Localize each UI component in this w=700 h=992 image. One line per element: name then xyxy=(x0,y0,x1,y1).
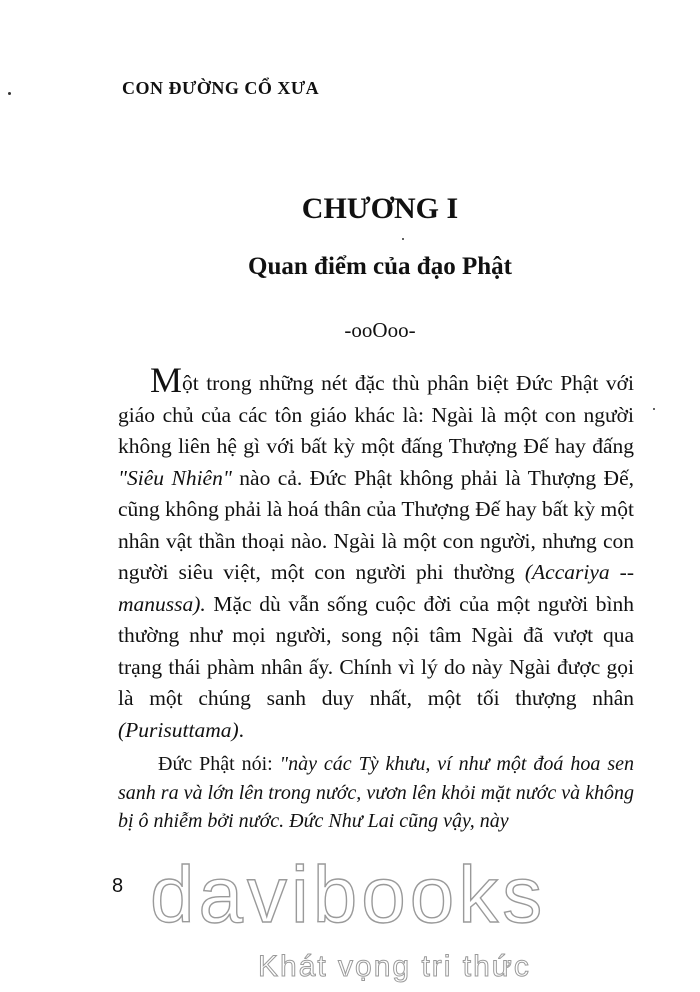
paragraph-1-italic-b: (Accariya -- manussa). xyxy=(118,560,634,616)
paragraph-1-text-a: ột trong những nét đặc thù phân biệt Đức Phật với giáo chủ của các tôn giáo khác là: Ngài là một con người không liên hệ gì với bất kỳ một đấng Thượng Đế hay đấng xyxy=(118,371,634,458)
chapter-subtitle: Quan điểm của đạo Phật xyxy=(248,253,512,280)
paragraph-1-italic-c: (Purisuttama) xyxy=(118,717,239,742)
page-number: 8 xyxy=(112,875,124,897)
drop-cap: M xyxy=(150,360,183,400)
paragraph-1-text-b: nào cả. Đức Phật không phải là Thượng Đế, cũng không phải là hoá thân của Thượng Đế hay bất kỳ một nhân vật thần thoại nào. Ngài là một con người, nhưng con người siêu việt, một con người phi thường xyxy=(118,465,634,584)
paragraph-2-text-a: Đức Phật nói: xyxy=(158,753,280,775)
paragraph-1-text-d: . xyxy=(238,717,245,742)
scan-speck xyxy=(402,238,404,240)
scan-speck xyxy=(8,92,11,95)
paragraph-1 xyxy=(118,360,634,746)
chapter-title: CHƯƠNG I xyxy=(301,192,459,225)
paragraph-1-text-c: Mặc dù vẫn sống cuộc đời của một người bình thường như mọi người, song nội tâm Ngài đã vượt qua trạng thái phàm nhân ấy. Chính vì lý do này Ngài được gọi là một chúng sanh duy nhất, một tối thượng nhân xyxy=(118,591,634,710)
paragraph-1-italic-a: "Siêu Nhiên" xyxy=(118,465,232,490)
watermark-brand: davibooks xyxy=(150,850,547,939)
section-separator: -ooOoo- xyxy=(344,318,416,342)
paragraph-2-italic-a: "này các Tỳ khưu, ví như một đoá hoa sen sanh ra và lớn lên trong nước, vươn lên khỏi mặt nước và không bị ô nhiễm bởi nước. Đức Như Lai cũng vậy, này xyxy=(118,753,634,832)
watermark-tagline: Khát vọng tri thức xyxy=(258,950,531,983)
running-header: CON ĐƯỜNG CỔ XƯA xyxy=(122,78,320,98)
scan-speck xyxy=(653,408,655,410)
paragraph-2 xyxy=(118,750,634,836)
